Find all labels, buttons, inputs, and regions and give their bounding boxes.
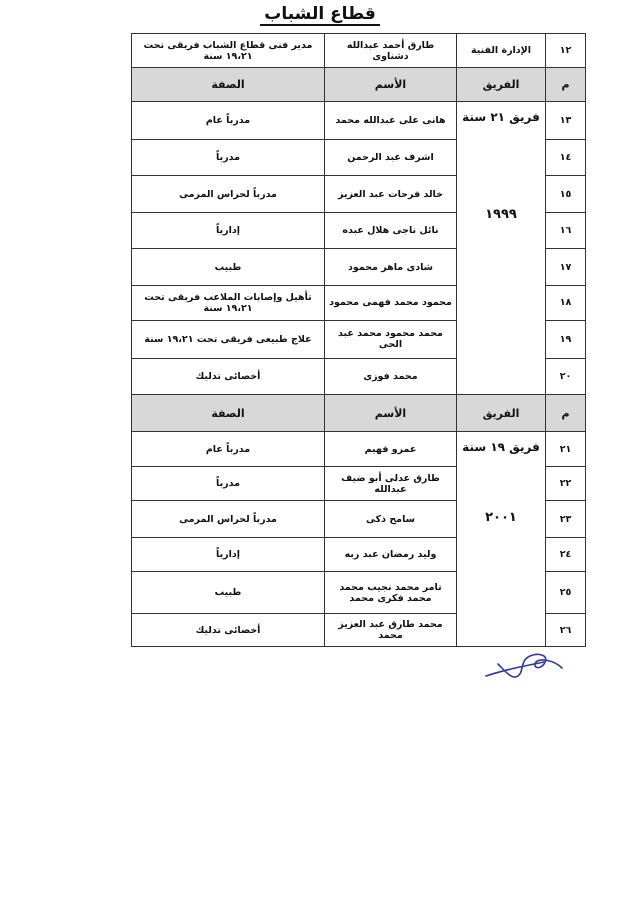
role-cell: تأهيل وإصابات الملاعب فريقى تحت ١٩،٢١ سنة (132, 285, 325, 320)
row-number: ٢٤ (546, 538, 586, 572)
table-row (132, 34, 586, 68)
row-number: ١٦ (546, 213, 586, 249)
name-cell: محمد طارق عبد العزيز محمد (325, 614, 457, 647)
row-number: ٢٣ (546, 501, 586, 538)
role-cell: مدرباً لحراس المرمى (132, 501, 325, 538)
row-number: ١٩ (546, 320, 586, 358)
row-number: ٢٠ (546, 358, 586, 394)
header-role: الصفة (132, 395, 325, 432)
row-number: ١٢ (546, 34, 586, 68)
row-number: ١٨ (546, 285, 586, 320)
row-number: ١٤ (546, 140, 586, 176)
department-cell: الإدارة الفنية (457, 34, 546, 68)
page-title (0, 4, 640, 24)
name-cell: وليد رمضان عبد ربه (325, 538, 457, 572)
header-team: الفريق (457, 68, 546, 102)
row-number: ١٣ (546, 102, 586, 140)
role-cell: علاج طبيعى فريقى تحت ١٩،٢١ سنة (132, 320, 325, 358)
header-num: م (546, 68, 586, 102)
table-row (132, 432, 586, 467)
team-label: فريق ١٩ سنة (462, 440, 540, 454)
role-cell: مدرباً لحراس المرمى (132, 176, 325, 213)
name-cell: طارق أحمد عبدالله دشناوى (325, 34, 457, 68)
role-cell: إدارياً (132, 538, 325, 572)
name-cell: هانى على عبدالله محمد (325, 102, 457, 140)
header-role: الصفة (132, 68, 325, 102)
name-cell: شادى ماهر محمود (325, 249, 457, 285)
row-number: ٢٦ (546, 614, 586, 647)
name-cell: خالد فرحات عبد العزيز (325, 176, 457, 213)
row-number: ٢٢ (546, 467, 586, 501)
staff-table (131, 33, 586, 647)
name-cell: تامر محمد نجيب محمد محمد فكرى محمد (325, 572, 457, 614)
row-number: ٢٥ (546, 572, 586, 614)
page-title-text: قطاع الشباب (260, 4, 380, 26)
role-cell: طبيب (132, 249, 325, 285)
name-cell: محمد فوزى (325, 358, 457, 394)
header-name: الأسم (325, 395, 457, 432)
team-year: ٢٠٠١ (485, 510, 517, 525)
role-cell: مدرباً (132, 467, 325, 501)
role-cell: مدرباً عام (132, 102, 325, 140)
role-cell: مدرباً (132, 140, 325, 176)
header-num: م (546, 395, 586, 432)
row-number: ١٧ (546, 249, 586, 285)
role-cell: مدير فنى قطاع الشباب فريقى تحت ١٩،٢١ سنة (132, 34, 325, 68)
header-name: الأسم (325, 68, 457, 102)
table-row (132, 102, 586, 140)
role-cell: مدرباً عام (132, 432, 325, 467)
name-cell: اشرف عبد الرحمن (325, 140, 457, 176)
signature-icon (484, 646, 564, 686)
role-cell: أخصائى تدليك (132, 358, 325, 394)
name-cell: محمد محمود محمد عبد الحى (325, 320, 457, 358)
team-label: فريق ٢١ سنة (462, 110, 540, 124)
table-header-row (132, 395, 586, 432)
name-cell: سامح ذكى (325, 501, 457, 538)
team-cell (457, 432, 546, 647)
role-cell: إدارياً (132, 213, 325, 249)
team-cell (457, 102, 546, 395)
header-team: الفريق (457, 395, 546, 432)
role-cell: أخصائى تدليك (132, 614, 325, 647)
name-cell: طارق عدلى أبو ضيف عبدالله (325, 467, 457, 501)
role-cell: طبيب (132, 572, 325, 614)
row-number: ١٥ (546, 176, 586, 213)
table-header-row (132, 68, 586, 102)
name-cell: نائل ناجى هلال عبده (325, 213, 457, 249)
row-number: ٢١ (546, 432, 586, 467)
name-cell: عمرو فهيم (325, 432, 457, 467)
name-cell: محمود محمد فهمى محمود (325, 285, 457, 320)
team-year: ١٩٩٩ (485, 207, 517, 222)
